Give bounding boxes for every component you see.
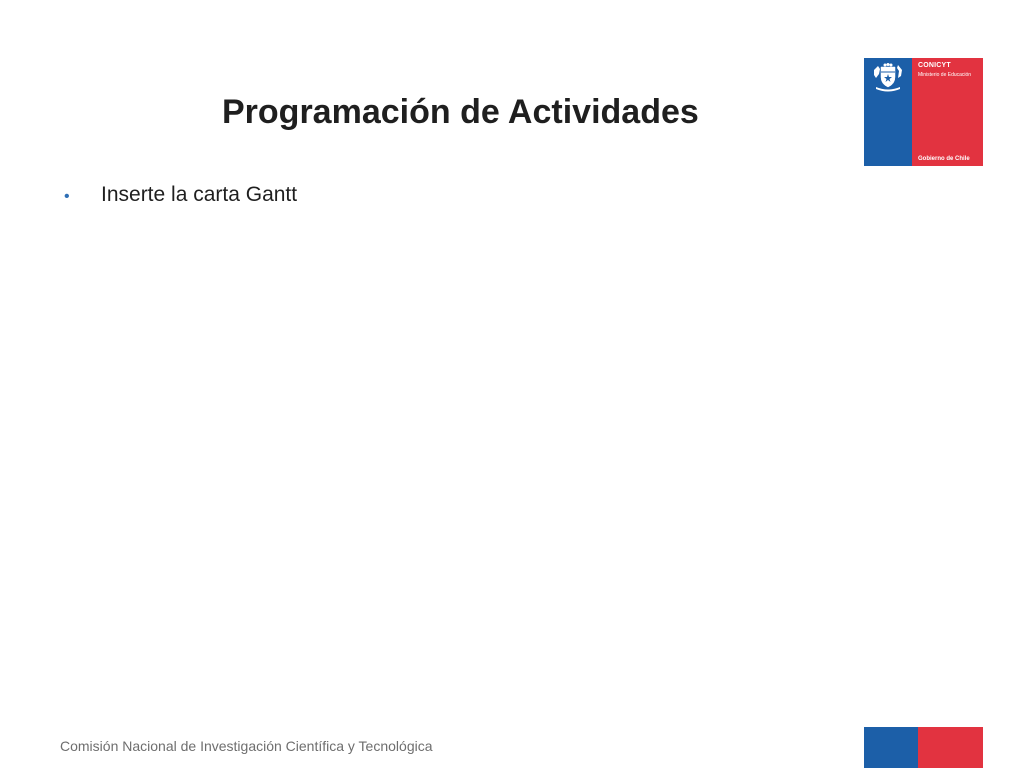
bullet-list [60, 183, 297, 207]
bullet-text: Inserte la carta Gantt [101, 183, 298, 206]
bullet-dot-icon: • [64, 188, 70, 205]
footer-flag-blue [864, 727, 918, 768]
chile-coat-of-arms-icon [868, 62, 908, 92]
logo-ministry-name: Ministerio de Educación [918, 72, 972, 78]
footer-flag-bar [864, 727, 983, 768]
logo-government-name: Gobierno de Chile [918, 156, 970, 162]
logo-blue-panel [864, 58, 912, 166]
conicyt-logo [864, 58, 983, 166]
logo-org-name: CONICYT [918, 62, 951, 69]
footer-institution-name: Comisión Nacional de Investigación Científica y Tecnológica [60, 738, 433, 754]
bullet-item [60, 183, 297, 207]
slide-title: Programación de Actividades [222, 93, 699, 131]
footer-flag-red [918, 727, 983, 768]
logo-red-panel [912, 58, 983, 166]
